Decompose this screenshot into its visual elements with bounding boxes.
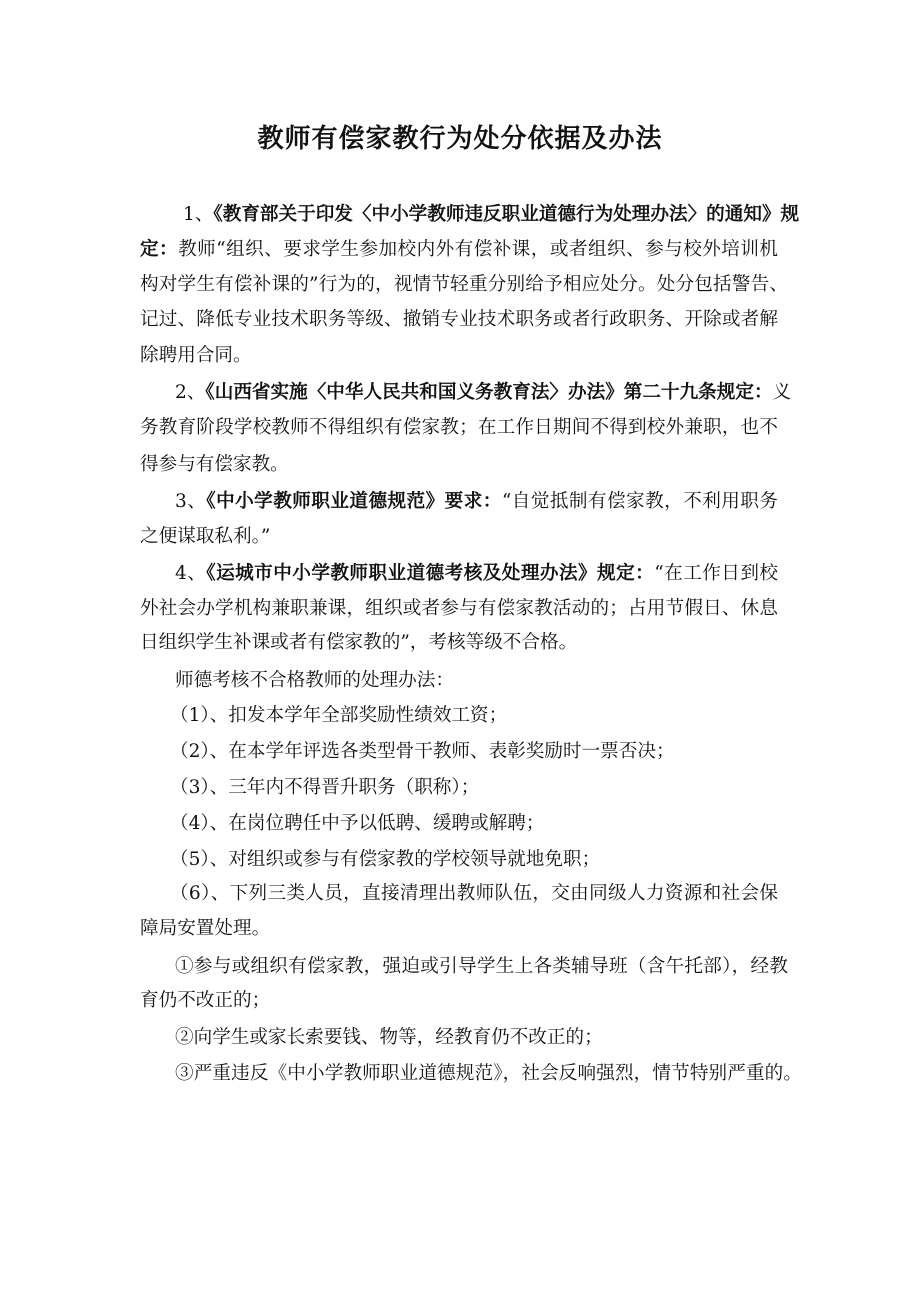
- p1-line: [183, 203, 800, 227]
- p2-line: [175, 381, 792, 405]
- p3-line: [175, 490, 778, 514]
- item-number: 1、: [183, 204, 214, 225]
- item-number: 3、: [175, 491, 207, 512]
- p2-line: 务教育阶段学校教师不得组织有偿家教；在工作日期间不得到校外兼职，也不: [140, 417, 778, 438]
- measure-item: （6）、下列三类人员，直接清理出教师队伍，交由同级人力资源和社会保: [170, 883, 778, 904]
- measure-item: （2）、在本学年评选各类型骨干教师、表彰奖励时一票否决；: [170, 741, 675, 762]
- p4-line: 外社会办学机构兼职兼课，组织或者参与有偿家教活动的；占用节假日、休息: [140, 598, 778, 619]
- category-item-cont: 育仍不改正的；: [140, 990, 271, 1011]
- regulation-title: 《教育部关于印发〈中小学教师违反职业道德行为处理办法〉的通知》规: [213, 204, 800, 225]
- regulation-title: 《运城市中小学教师职业道德考核及处理办法》规定：: [206, 563, 655, 584]
- p2-line: 得参与有偿家教。: [140, 454, 289, 475]
- p3-line: 之便谋取私利。”: [140, 526, 271, 547]
- text: 义: [772, 382, 792, 403]
- measure-item: （4）、在岗位聘任中予以低聘、缓聘或解聘；: [170, 813, 545, 834]
- measure-item-cont: 障局安置处理。: [140, 918, 271, 939]
- p1-line: 构对学生有偿补课的”行为的，视情节轻重分别给予相应处分。处分包括警告、: [140, 274, 788, 295]
- p4-line: 日组织学生补课或者有偿家教的”，考核等级不合格。: [140, 632, 578, 653]
- p1-line: 除聘用合同。: [140, 345, 252, 366]
- document-title: 教师有偿家教行为处分依据及办法: [257, 124, 663, 154]
- p1-line: 记过、降低专业技术职务等级、撤销专业技术职务或者行政职务、开除或者解: [140, 309, 778, 330]
- text: “在工作日到校: [654, 563, 778, 584]
- category-item: ①参与或组织有偿家教，强迫或引导学生上各类辅导班（含午托部），经教: [175, 956, 788, 977]
- item-number: 4、: [175, 563, 207, 584]
- p1-line: [140, 238, 778, 262]
- regulation-title: 《中小学教师职业道德规范》要求：: [206, 491, 502, 512]
- measures-heading: 师德考核不合格教师的处理办法：: [175, 670, 454, 691]
- text: “自觉抵制有偿家教，不利用职务: [501, 491, 778, 512]
- regulation-title: 《山西省实施〈中华人民共和国义务教育法〉办法》第二十九条规定：: [205, 382, 773, 403]
- p4-line: [175, 562, 778, 586]
- measure-item: （3）、三年内不得晋升职务（职称）；: [170, 777, 480, 798]
- regulation-title: 定：: [140, 239, 179, 260]
- measure-item: （5）、对组织或参与有偿家教的学校领导就地免职；: [170, 849, 601, 870]
- measure-item: （1）、扣发本学年全部奖励性绩效工资；: [170, 705, 508, 726]
- category-item: ③严重违反《中小学教师职业道德规范》，社会反响强烈，情节特别严重的。: [175, 1063, 802, 1084]
- text: 教师“组织、要求学生参加校内外有偿补课，或者组织、参与校外培训机: [178, 239, 778, 260]
- item-number: 2、: [175, 382, 206, 403]
- category-item: ②向学生或家长索要钱、物等，经教育仍不改正的；: [175, 1027, 603, 1048]
